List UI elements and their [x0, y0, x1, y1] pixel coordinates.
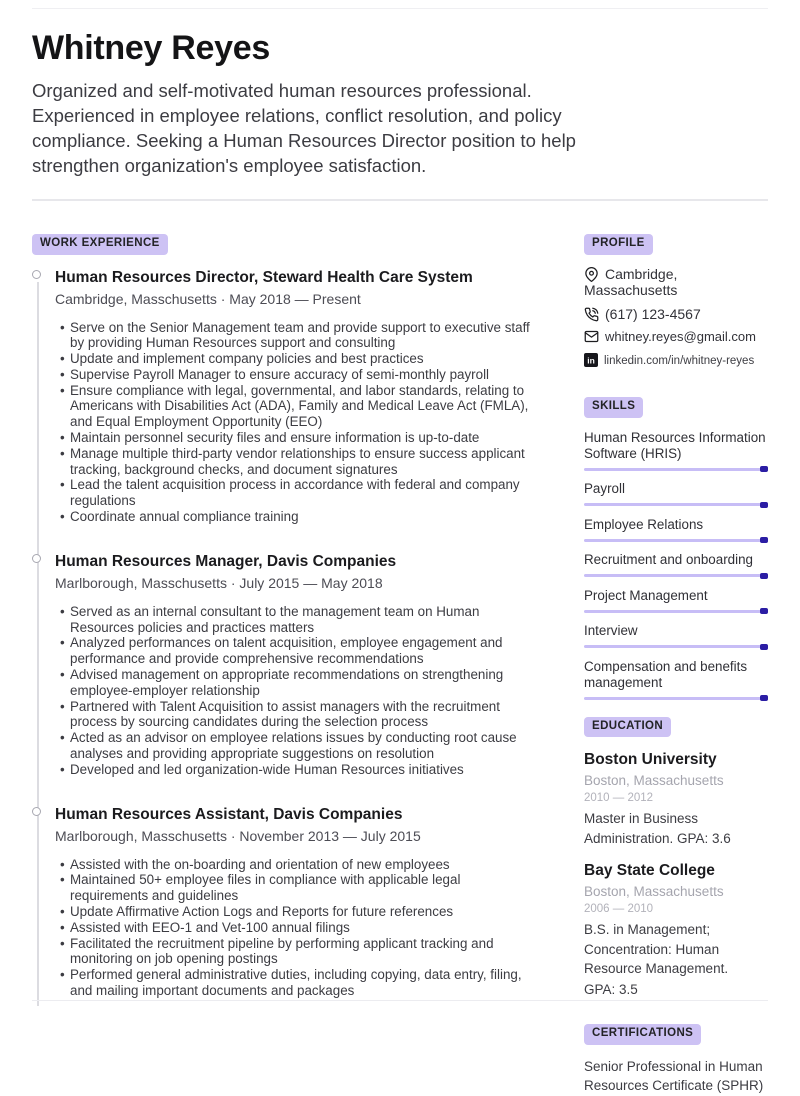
skill-level-bar [584, 503, 768, 506]
svg-text:in: in [587, 355, 595, 365]
skill-level-bar [584, 468, 768, 471]
resume-header [32, 0, 768, 178]
email-text: whitney.reyes@gmail.com [605, 329, 756, 344]
location-text: Cambridge, Massachusetts [584, 265, 678, 298]
person-name: Whitney Reyes [32, 29, 270, 67]
job-timeline [32, 268, 549, 999]
certification-item: Senior Professional in Human Resources Certificate (SPHR) [584, 1058, 764, 1093]
job-bullet: • Coordinate annual compliance training [60, 509, 535, 525]
skill-label: Human Resources Information Software (HRIS) [584, 429, 766, 461]
degree-text: Master in Business Administration. GPA: 3.6 [584, 811, 731, 846]
skill-label: Compensation and benefits management [584, 658, 748, 690]
certifications-heading: CERTIFICATIONS [584, 1024, 701, 1045]
job-bullet-list [60, 320, 549, 525]
skill-label: Payroll [584, 481, 625, 496]
job-bullet: • Performed general administrative duties, including copying, data entry, filing, and mailing important documents and packages [60, 967, 535, 999]
job-bullet: • Maintain personnel security files and ensure information is up-to-date [60, 430, 535, 446]
profile-heading: PROFILE [584, 234, 653, 255]
school-location: Boston, Massachusetts [584, 884, 724, 899]
job-bullet: • Facilitated the recruitment pipeline by performing applicant tracking and monitoring on job opening postings [60, 936, 535, 968]
skill-item [584, 430, 768, 471]
location-row [584, 266, 768, 299]
job-bullet: • Acted as an advisor on employee relations issues by conducting root cause analyses and providing appropriate suggestions on resolution [60, 730, 535, 762]
skill-level-bar [584, 697, 768, 700]
school-location: Boston, Massachusetts [584, 773, 724, 788]
school-dates: 2006 — 2010 [584, 903, 654, 915]
timeline-dot [32, 807, 41, 816]
bottom-rule [32, 1000, 768, 1001]
skill-label: Interview [584, 623, 638, 638]
job-title: Human Resources Manager, Davis Companies [55, 552, 397, 570]
work-experience-heading: WORK EXPERIENCE [32, 234, 168, 255]
skill-item [584, 552, 768, 577]
education-section [584, 716, 768, 1000]
linkedin-text: linkedin.com/in/whitney-reyes [604, 354, 755, 367]
degree-text: B.S. in Management; Concentration: Human Resource Management. [584, 922, 729, 976]
education-entry-boston-university [584, 750, 768, 848]
job-bullet: • Maintained 50+ employee files in compliance with applicable legal requirements and guidelines [60, 872, 535, 904]
top-rule [32, 8, 768, 9]
job-bullet: • Ensure compliance with legal, governmental, and labor standards, relating to Americans with Disabilities Act (ADA), Family and Medical Leave Act (FMLA), and Equal Employment Opportunity (EEO) [60, 383, 535, 430]
linkedin-icon [584, 353, 598, 367]
education-entry-bay-state-college [584, 861, 768, 999]
school-name: Boston University [584, 751, 717, 768]
phone-text: (617) 123-4567 [605, 305, 701, 322]
job-title: Human Resources Assistant, Davis Companies [55, 805, 403, 823]
phone-row [584, 306, 768, 323]
job-bullet-list [60, 857, 549, 999]
job-meta: Marlborough, Masschusetts · November 2013 — July 2015 [55, 827, 421, 844]
skill-label: Project Management [584, 587, 708, 603]
skill-level-bar [584, 574, 768, 577]
skill-item [584, 659, 768, 700]
job-entry-hr-assistant [32, 805, 549, 999]
skill-item [584, 517, 768, 542]
skill-item [584, 588, 768, 613]
job-bullet: • Update and implement company policies and best practices [60, 351, 535, 367]
job-bullet: • Advised management on appropriate recommendations on strengthening employee-employer relationship [60, 667, 535, 699]
job-bullet: • Supervise Payroll Manager to ensure accuracy of semi-monthly payroll [60, 367, 535, 383]
mail-icon [584, 329, 599, 344]
school-name: Bay State College [584, 862, 715, 879]
education-heading: EDUCATION [584, 717, 671, 738]
email-row [584, 329, 768, 346]
skills-list [584, 430, 768, 700]
job-bullet: • Manage multiple third-party vendor relationships to ensure success applicant tracking, background checks, and document signatures [60, 446, 535, 478]
skill-item [584, 481, 768, 506]
job-bullet: • Update Affirmative Action Logs and Reports for future references [60, 904, 535, 920]
job-bullet: • Serve on the Senior Management team and provide support to executive staff by providing Human Resources support and consulting [60, 320, 535, 352]
job-meta: Cambridge, Masschusetts · May 2018 — Present [55, 290, 361, 307]
skill-item [584, 623, 768, 648]
gpa-text: GPA: 3.5 [584, 981, 638, 997]
sidebar-column [584, 233, 768, 1096]
job-bullet: • Lead the talent acquisition process in accordance with federal and company regulations [60, 477, 535, 509]
profile-rows [584, 266, 768, 370]
job-meta: Marlborough, Masschusetts · July 2015 — May 2018 [55, 574, 383, 591]
timeline-dot [32, 554, 41, 563]
job-entry-hr-director [32, 268, 549, 525]
work-experience-column [32, 233, 549, 1096]
job-title: Human Resources Director, Steward Health Care System [55, 268, 473, 286]
school-dates: 2010 — 2012 [584, 792, 654, 804]
certification-list [584, 1057, 768, 1096]
header-divider [32, 199, 768, 201]
certifications-section [584, 1023, 768, 1096]
skills-section [584, 396, 768, 700]
profile-section [584, 233, 768, 369]
job-bullet: • Developed and led organization-wide Human Resources initiatives [60, 762, 535, 778]
skill-label: Employee Relations [584, 516, 704, 532]
job-bullet: • Partnered with Talent Acquisition to assist managers with the recruitment process by sourcing candidates during the selection process [60, 699, 535, 731]
location-pin-icon [584, 267, 599, 282]
phone-icon [584, 307, 599, 322]
job-bullet-list [60, 604, 549, 778]
content-columns [32, 233, 768, 1096]
job-bullet: • Analyzed performances on talent acquisition, employee engagement and performance and provide comprehensive recommendations [60, 635, 535, 667]
job-bullet: • Assisted with EEO-1 and Vet-100 annual filings [60, 920, 535, 936]
job-bullet: • Served as an internal consultant to the management team on Human Resources policies and practices matters [60, 604, 535, 636]
skills-heading: SKILLS [584, 397, 643, 418]
skill-level-bar [584, 539, 768, 542]
linkedin-row [584, 353, 768, 370]
timeline-dot [32, 270, 41, 279]
job-bullet: • Assisted with the on-boarding and orientation of new employees [60, 857, 535, 873]
skill-label: Recruitment and onboarding [584, 552, 753, 567]
job-entry-hr-manager [32, 552, 549, 778]
skill-level-bar [584, 610, 768, 613]
skill-level-bar [584, 645, 768, 648]
summary-text: Organized and self-motivated human resources professional. Experienced in employee relations, conflict resolution, and policy compliance. Seeking a Human Resources Director position to help strengthen organization's employee satisfaction. [32, 80, 576, 176]
